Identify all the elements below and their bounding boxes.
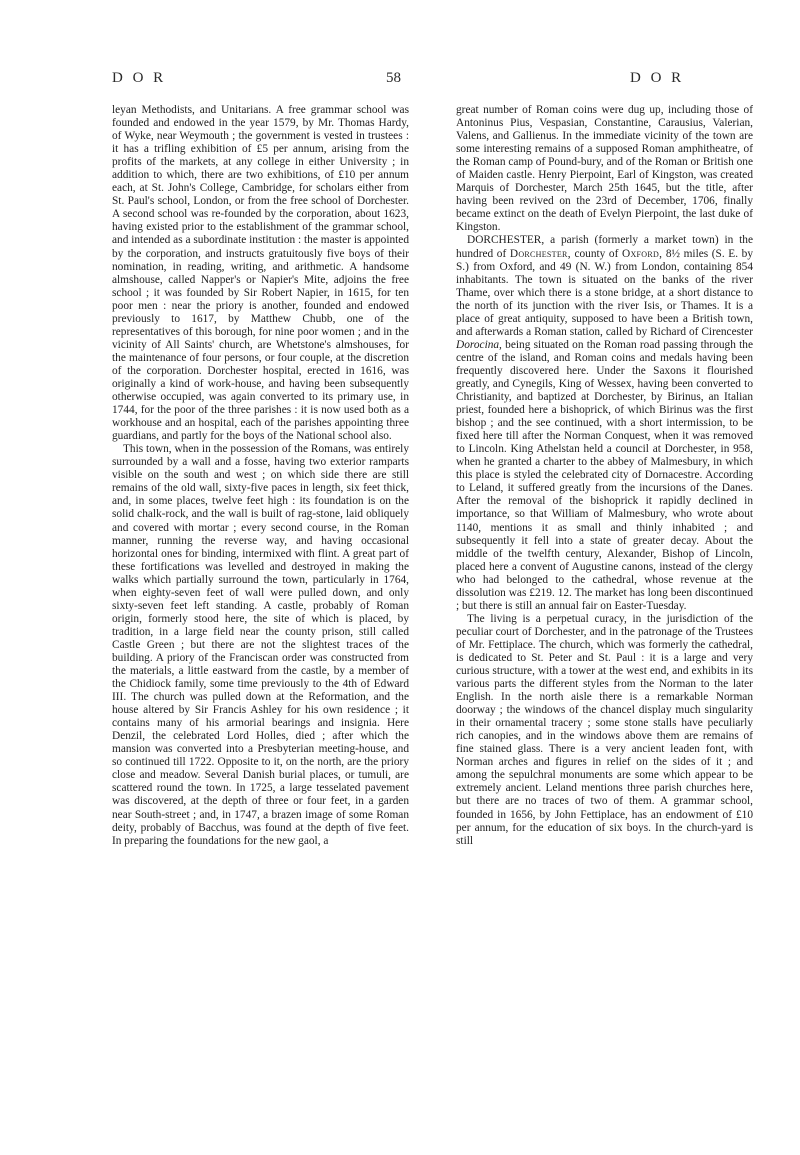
entry-paragraph: DORCHESTER, a parish (formerly a market town) in the hundred of Dorchester, county of Oxford, 8½ miles (S. E. by S.) from Oxford, and 49 (N. W.) from London, containing 854 inhabitants. The town is situated on the banks of the river Thame, over which there is a stone bridge, at a short distance to the north of its junction with the river Isis, or Thames. It is a place of great antiquity, supposed to have been a British town, and afterwards a Roman station, called by Richard of Cirencester Dorocina, being situated on the Roman road passing through the centre of the island, and Roman coins and medals having been frequently discovered here. Under the Saxons it flourished greatly, and Cynegils, King of Wessex, having been converted to Christianity, and baptized at Dorchester, by Birinus, an Italian priest, founded here a bishoprick, of which Birinus was the first bishop ; and the see continued, with a short intermission, to be fixed here till after the Norman Conquest, when it was removed to Lincoln. King Athelstan held a council at Dorchester, in 958, when he granted a charter to the abbey of Malmesbury, in which this place is styled the celebrated city of Dornacestre. According to Leland, it suffered greatly from the incursions of the Danes. After the removal of the bishoprick it rapidly declined in importance, so that William of Malmesbury, who wrote about 1140, mentions it as small and thinly inhabited ; and subsequently it fell into a state of greater decay. About the middle of the twelfth century, Alexander, Bishop of Lincoln, placed here a convent of Augustine canons, instead of the clergy who had belonged to the cathedral, whose revenue at the dissolution was £219. 12. The market has long been discontinued ; but there is still an annual fair on Easter-Tuesday. [456, 234, 753, 612]
page-number: 58 [386, 70, 401, 86]
paragraph: The living is a perpetual curacy, in the jurisdiction of the peculiar court of Dorchester, and in the patronage of the Trustees of Mr. Fettiplace. The church, which was formerly the cathedral, is dedicated to St. Peter and St. Paul : it is a large and very curious structure, with a tower at the west end, and exhibits in its various parts the different styles from the Norman to the later English. In the north aisle there is a remarkable Norman doorway ; the windows of the chancel display much singularity in their ornamental tracery ; some stone stalls have peculiarly rich canopies, and in the windows above them are remains of fine stained glass. There is a very ancient leaden font, with Norman arches and figures in relief on the sides of it ; and among the sepulchral monuments are some which appear to be extremely ancient. Leland mentions three parish churches here, but there are no traces of two of them. A grammar school, founded in 1656, by John Fettiplace, has an endowment of £10 per annum, for the education of six boys. In the church-yard is still [456, 612, 753, 847]
hundred-name: Dorchester, [509, 247, 571, 260]
header-right-catchword: D O R [630, 70, 685, 86]
latin-name: Dorocina, [456, 338, 502, 351]
county-name: Oxford, [621, 247, 663, 260]
right-column [456, 104, 753, 1144]
paragraph: This town, when in the possession of the Romans, was entirely surrounded by a wall and a fosse, having two exterior ramparts visible on the south and west ; on which side there are still remains of the old wall, sixty-five paces in length, six feet thick, and, in some places, twelve feet high : its foundation is on the solid chalk-rock, and the wall is built of rag-stone, laid obliquely and covered with mortar ; every second course, in the Roman manner, running the reverse way, and having occasional horizontal ones for binding, intermixed with flint. A great part of these fortifications was levelled and destroyed in making the walks which partially surround the town, particularly in 1764, when eighty-seven feet of wall were pulled down, and only sixty-seven feet left standing. A castle, probably of Roman origin, formerly stood here, the site of which is placed, by tradition, in a large field near the county prison, still called Castle Green ; but there are not the slightest traces of the building. A priory of the Franciscan order was constructed from the materials, a little eastward from the castle, by a member of the Chidiock family, some time previously to the 4th of Edward III. The church was pulled down at the Reformation, and the house altered by Sir Francis Ashley for his own residence ; it contains many of his armorial bearings and insignia. Here Denzil, the celebrated Lord Holles, died ; after which the mansion was converted into a Presbyterian meeting-house, and so continued till 1722. Opposite to it, on the north, are the priory close and meadow. Several Danish burial places, or tumuli, are scattered round the town. In 1725, a large tesselated pavement was discovered, at the depth of three or four feet, in a garden near South-street ; and, in 1747, a brazen image of some Roman deity, probably of Bacchus, was found at the depth of five feet. In preparing the foundations for the new gaol, a [112, 443, 409, 847]
left-column [112, 104, 409, 1144]
entry-headword: DORCHESTER, [467, 234, 545, 247]
header-left-catchword: D O R [112, 70, 167, 86]
running-header [0, 0, 800, 90]
paragraph: great number of Roman coins were dug up, including those of Antoninus Pius, Vespasian, Constantine, Carausius, Valerian, Valens, and Gallienus. In the immediate vicinity of the town are some interesting remains of a supposed Roman amphitheatre, of the Roman camp of Pound-bury, and of the Roman or British one of Maiden castle. Henry Pierpoint, Earl of Kingston, was created Marquis of Dorchester, March 25th 1645, but the title, after having been revived on the 23rd of December, 1706, finally became extinct on the death of Evelyn Pierpoint, the last duke of Kingston. [456, 104, 753, 234]
paragraph: leyan Methodists, and Unitarians. A free grammar school was founded and endowed in the year 1579, by Mr. Thomas Hardy, of Wyke, near Weymouth ; the government is vested in trustees : it has a trifling exhibition of £5 per annum, arising from the profits of the markets, at any college in either University ; in addition to which, there are two exhibitions, of £10 per annum each, at St. John's College, Cambridge, for scholars either from St. Paul's school, London, or from the free school of Dorchester. A second school was re-founded by the corporation, about 1623, having existed prior to the establishment of the grammar school, and intended as a subordinate institution : the master is appointed by the corporation, and instructs gratuitously five boys of their nomination, in reading, writing, and arithmetic. A handsome almshouse, called Napper's or Napier's Mite, adjoins the free school ; it was founded by Sir Robert Napier, in 1615, for ten poor men : near the priory is another, founded and endowed previously to 1617, by Matthew Chubb, one of the representatives of this borough, for nine poor women ; and in the vicinity of All Saints' church, are Whetstone's almshouses, for the maintenance of four persons, or four couple, at the discretion of the corporation. Dorchester hospital, erected in 1616, was originally a kind of work-house, and having been subsequently otherwise occupied, was again converted to its primary use, in 1744, for the poor of the three parishes : it is now used both as a workhouse and an hospital, each of the parishes appointing three guardians, and partly for the boys of the National school also. [112, 104, 409, 443]
